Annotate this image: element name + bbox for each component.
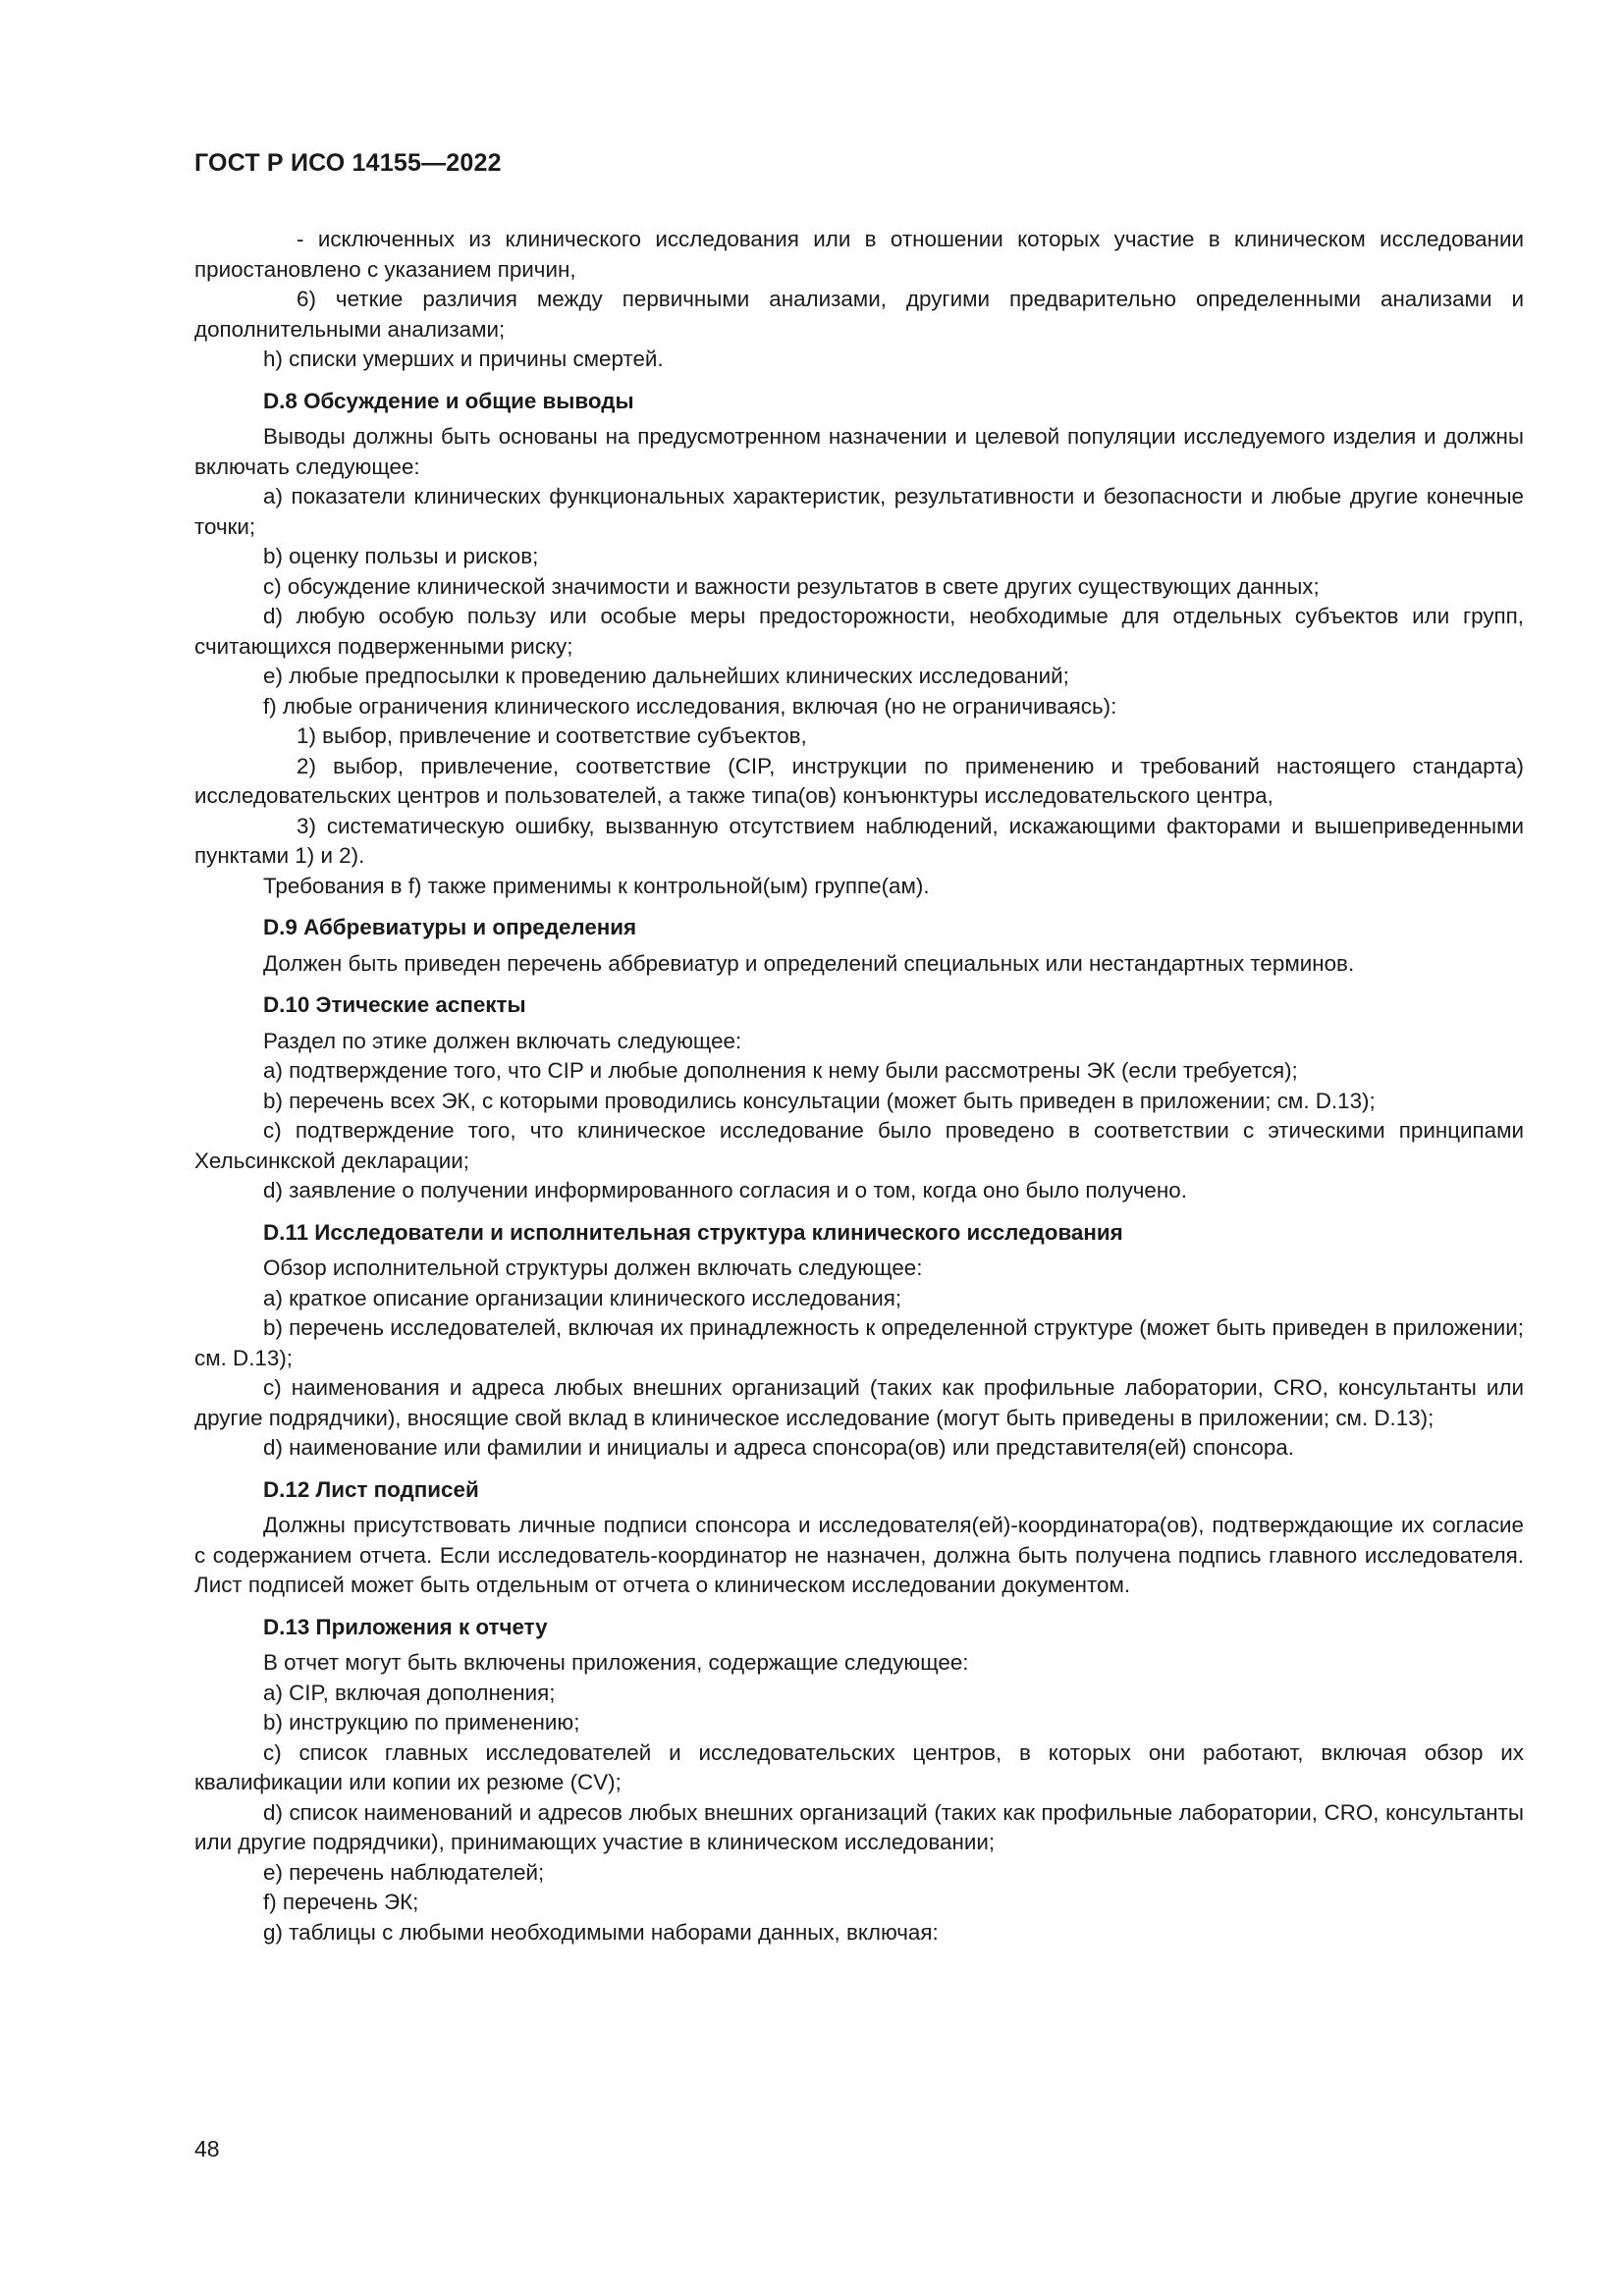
paragraph: 6) четкие различия между первичными анализами, другими предварительно определенными анализами и дополнительными анализами; <box>194 287 1524 342</box>
paragraph: a) подтверждение того, что CIP и любые дополнения к нему были рассмотрены ЭК (если требуется); <box>263 1058 1298 1083</box>
paragraph: c) список главных исследователей и исследовательских центров, в которых они работают, включая обзор их квалификации или копии их резюме (CV); <box>194 1739 1524 1794</box>
paragraph: Должен быть приведен перечень аббревиатур и определений специальных или нестандартных терминов. <box>263 950 1355 976</box>
paragraph: b) оценку пользы и рисков; <box>263 544 539 568</box>
page-number: 48 <box>194 2136 220 2162</box>
paragraph: Требования в f) также применимы к контрольной(ым) группе(ам). <box>263 873 930 898</box>
paragraph: - исключенных из клинического исследования или в отношении которых участие в клиническом исследовании приостановлено с указанием причин, <box>194 227 1524 282</box>
section-heading: D.11 Исследователи и исполнительная структура клинического исследования <box>263 1219 1123 1245</box>
paragraph: d) заявление о получении информированного согласия и о том, когда оно было получено. <box>263 1178 1187 1202</box>
paragraph: d) наименование или фамилии и инициалы и адреса спонсора(ов) или представителя(ей) спонсора. <box>263 1435 1294 1460</box>
paragraph: f) перечень ЭК; <box>263 1890 419 1914</box>
paragraph: Выводы должны быть основаны на предусмотренном назначении и целевой популяции исследуемого изделия и должны включать следующее: <box>194 424 1524 479</box>
paragraph: a) CIP, включая дополнения; <box>263 1680 556 1705</box>
paragraph: Обзор исполнительной структуры должен включать следующее: <box>263 1255 923 1280</box>
paragraph: e) любые предпосылки к проведению дальнейших клинических исследований; <box>263 664 1069 688</box>
paragraph: d) любую особую пользу или особые меры предосторожности, необходимые для отдельных субъектов или групп, считающихся подверженными риску; <box>194 604 1524 659</box>
paragraph: b) инструкцию по применению; <box>263 1710 580 1735</box>
paragraph: c) подтверждение того, что клиническое исследование было проведено в соответствии с этическими принципами Хельсинкской декларации; <box>194 1118 1524 1173</box>
paragraph: a) показатели клинических функциональных характеристик, результативности и безопасности и любые другие конечные точки; <box>194 484 1524 539</box>
section-heading: D.9 Аббревиатуры и определения <box>263 915 637 939</box>
document-header: ГОСТ Р ИСО 14155—2022 <box>194 149 502 177</box>
paragraph: h) списки умерших и причины смертей. <box>263 347 664 371</box>
paragraph: c) наименования и адреса любых внешних организаций (таких как профильные лаборатории, CRO, консультанты или другие подрядчики), вносящие свой вклад в клиническое исследование (могут быть приведены в приложении; см. D.13); <box>194 1375 1524 1430</box>
paragraph: f) любые ограничения клинического исследования, включая (но не ограничиваясь): <box>263 693 1117 719</box>
document-body <box>194 225 1524 1948</box>
paragraph: В отчет могут быть включены приложения, содержащие следующее: <box>263 1650 969 1675</box>
section-heading: D.12 Лист подписей <box>263 1476 479 1502</box>
paragraph: 3) систематическую ошибку, вызванную отсутствием наблюдений, искажающими факторами и вышеприведенными пунктами 1) и 2). <box>194 813 1524 868</box>
paragraph: b) перечень всех ЭК, с которыми проводились консультации (может быть приведен в приложении; см. D.13); <box>263 1088 1376 1113</box>
paragraph: g) таблицы с любыми необходимыми наборами данных, включая: <box>263 1919 939 1945</box>
section-heading: D.10 Этические аспекты <box>263 992 526 1017</box>
paragraph: 1) выбор, привлечение и соответствие субъектов, <box>297 723 807 748</box>
paragraph: c) обсуждение клинической значимости и важности результатов в свете других существующих данных; <box>263 573 1320 599</box>
section-heading: D.13 Приложения к отчету <box>263 1614 548 1639</box>
section-heading: D.8 Обсуждение и общие выводы <box>263 388 634 413</box>
paragraph: b) перечень исследователей, включая их принадлежность к определенной структуре (может быть приведен в приложении; см. D.13); <box>194 1315 1525 1370</box>
paragraph: d) список наименований и адресов любых внешних организаций (таких как профильные лаборатории, CRO, консультанты или другие подрядчики), принимающих участие в клиническом исследовании; <box>194 1799 1524 1854</box>
paragraph: a) краткое описание организации клинического исследования; <box>263 1285 902 1310</box>
paragraph: Должны присутствовать личные подписи спонсора и исследователя(ей)-координатора(ов), подтверждающие их согласие с содержанием отчета. Если исследователь-координатор не назначен, должна быть получена подпись главного исследователя. Лист подписей может быть отдельным от отчета о клиническом исследовании документом. <box>194 1513 1524 1597</box>
paragraph: Раздел по этике должен включать следующее: <box>263 1028 742 1053</box>
paragraph: e) перечень наблюдателей; <box>263 1859 545 1885</box>
paragraph: 2) выбор, привлечение, соответствие (CIP, инструкции по применению и требований настоящего стандарта) исследовательских центров и пользователей, а также типа(ов) конъюнктуры исследовательского центра, <box>194 753 1524 808</box>
